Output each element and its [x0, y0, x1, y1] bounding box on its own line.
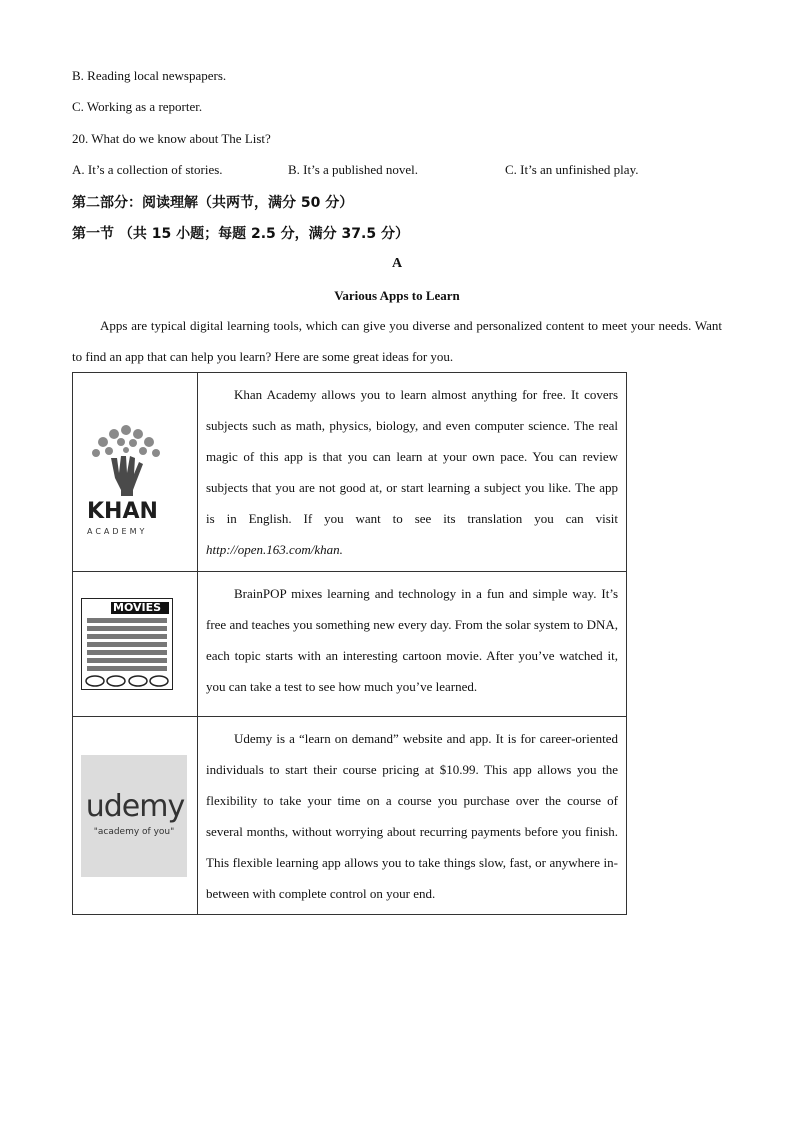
brainpop-logo-text: MOVIES [113, 601, 162, 614]
udemy-logo-subtext: "academy of you" [93, 827, 175, 837]
udemy-description [198, 717, 627, 915]
passage-letter: A [391, 256, 403, 271]
udemy-logo [81, 755, 187, 877]
khan-logo-text: KHAN [87, 499, 158, 524]
apps-table [72, 372, 627, 915]
khan-logo-subtext: ACADEMY [87, 527, 148, 536]
udemy-logo-text: udemy [85, 789, 185, 824]
table-row [73, 572, 627, 717]
khan-logo-cell [73, 373, 198, 572]
udemy-logo-cell [73, 717, 198, 915]
brainpop-logo-cell [73, 572, 198, 717]
brainpop-description [198, 572, 627, 717]
khan-description [198, 373, 627, 572]
khan-url[interactable]: http://open.163.com/khan. [206, 542, 343, 557]
part-title: 第二部分：阅读理解（共两节，满分 50 分） [72, 195, 354, 211]
table-row [73, 717, 627, 915]
q20-option-b: B. It’s a published novel. [288, 162, 418, 177]
passage-title: Various Apps to Learn [334, 288, 460, 303]
option-c-prev: C. Working as a reporter. [72, 99, 203, 114]
brainpop-text: BrainPOP mixes learning and technology in a fun and simple way. It’s free and teaches you something new every day. From the solar system to DNA, each topic starts with an interesting cartoon movie. After you’ve watched it, you can take a test to see how much you’ve learned. [206, 586, 618, 694]
q20-option-a: A. It’s a collection of stories. [72, 162, 223, 177]
passage-intro: Apps are typical digital learning tools, which can give you diverse and personalized content to meet your needs. Want to find an app that can help you learn? Here are some great ideas for you. [72, 318, 722, 364]
khan-text: Khan Academy allows you to learn almost anything for free. It covers subjects such as math, physics, biology, and even computer science. The real magic of this app is that you can learn at your own pace. You can review subjects that you are not good at, or start learning a subject you like. The app is in English. If you want to see its translation you can visit [206, 387, 618, 526]
udemy-text: Udemy is a “learn on demand” website and app. It is for career-oriented individuals to start their course pricing at $10.99. This app allows you the flexibility to take your time on a course you purchase over the course of several months, without worrying about recurring payments before you finish. This flexible learning app allows you to take things slow, fast, or anywhere in-between with complete control on your end. [206, 731, 618, 901]
table-row [73, 373, 627, 572]
question-20-stem: 20. What do we know about The List? [72, 131, 271, 146]
subsection-title: 第一节 （共 15 小题；每题 2.5 分，满分 37.5 分） [72, 226, 409, 242]
q20-option-c: C. It’s an unfinished play. [505, 162, 639, 177]
option-b-prev: B. Reading local newspapers. [72, 68, 227, 83]
